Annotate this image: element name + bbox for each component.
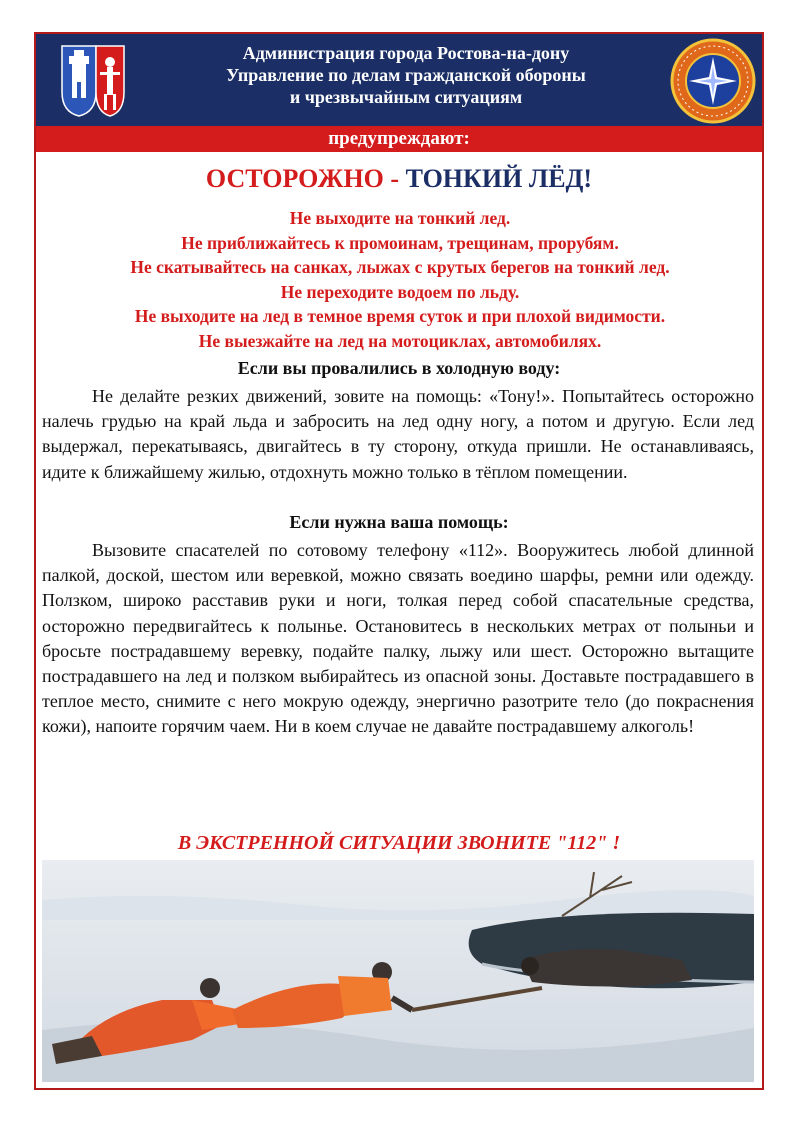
section-heading-help: Если нужна ваша помощь: bbox=[289, 512, 509, 532]
civil-defence-emblem-icon bbox=[670, 38, 756, 124]
paragraph: Не делайте резких движений, зовите на помощь: «Тону!». Попытайтесь осторожно налечь грудью на край льда и забросить на лед одну ногу, а потом и другую. Если лед выдержал, перекатываясь, двигайтесь в ту сторону, откуда пришли. Не останавливаясь, идите к ближайшему жилью, отдохнуть можно только в тёплом помещении. bbox=[42, 386, 754, 482]
header-text bbox=[146, 42, 666, 108]
rule-item: Не приближайтесь к промоинам, трещинам, прорубям. bbox=[181, 232, 619, 253]
ice-rescue-photo bbox=[42, 860, 754, 1082]
section-text-fell-in bbox=[42, 384, 754, 485]
emergency-call-banner: В ЭКСТРЕННОЙ СИТУАЦИИ ЗВОНИТЕ "112" ! bbox=[177, 832, 621, 854]
header-line-1: Администрация города Ростова-на-дону bbox=[242, 43, 570, 63]
section-heading-fell-in: Если вы провалились в холодную воду: bbox=[237, 358, 561, 378]
rule-item: Не скатывайтесь на санках, лыжах с крутых берегов на тонкий лед. bbox=[130, 257, 670, 277]
safety-rules-list bbox=[42, 206, 758, 353]
page-title bbox=[36, 164, 762, 194]
rule-item: Не выходите на тонкий лед. bbox=[289, 208, 511, 228]
title-warning: ОСТОРОЖНО - bbox=[205, 164, 406, 193]
rule-item: Не выходите на лед в темное время суток и при плохой видимости. bbox=[134, 306, 666, 326]
header-line-3: и чрезвычайным ситуациям bbox=[289, 87, 523, 107]
header-banner bbox=[36, 34, 762, 126]
rostov-coat-of-arms-icon bbox=[44, 42, 140, 118]
section-text-help bbox=[42, 538, 754, 740]
rule-item: Не выезжайте на лед на мотоциклах, автомобилях. bbox=[198, 330, 602, 351]
paragraph: Вызовите спасателей по сотовому телефону «112». Вооружитесь любой длинной палкой, доской, шестом или веревкой, можно связать воедино шарфы, ремни или одежду. Ползком, широко расставив руки и ноги, толкая перед собой спасательные средства, осторожно передвигайтесь к полынье. Остановитесь в нескольких метрах от полыньи и бросьте пострадавшему веревку, подайте палку, лыжу или шест. Осторожно вытащите пострадавшего на лед и ползком выбирайтесь из опасной зоны. Доставьте пострадавшего в теплое место, снимите с него мокрую одежду, энергично разотрите тело (до покраснения кожи), напоите горячим чаем. Ни в коем случае не давайте пострадавшему алкоголь! bbox=[42, 540, 754, 737]
poster-frame bbox=[34, 32, 764, 1090]
title-subject: ТОНКИЙ ЛЁД! bbox=[405, 164, 593, 193]
header-line-2: Управление по делам гражданской обороны bbox=[226, 65, 586, 85]
warning-ribbon: предупреждают: bbox=[36, 126, 762, 152]
rule-item: Не переходите водоем по льду. bbox=[280, 281, 520, 302]
